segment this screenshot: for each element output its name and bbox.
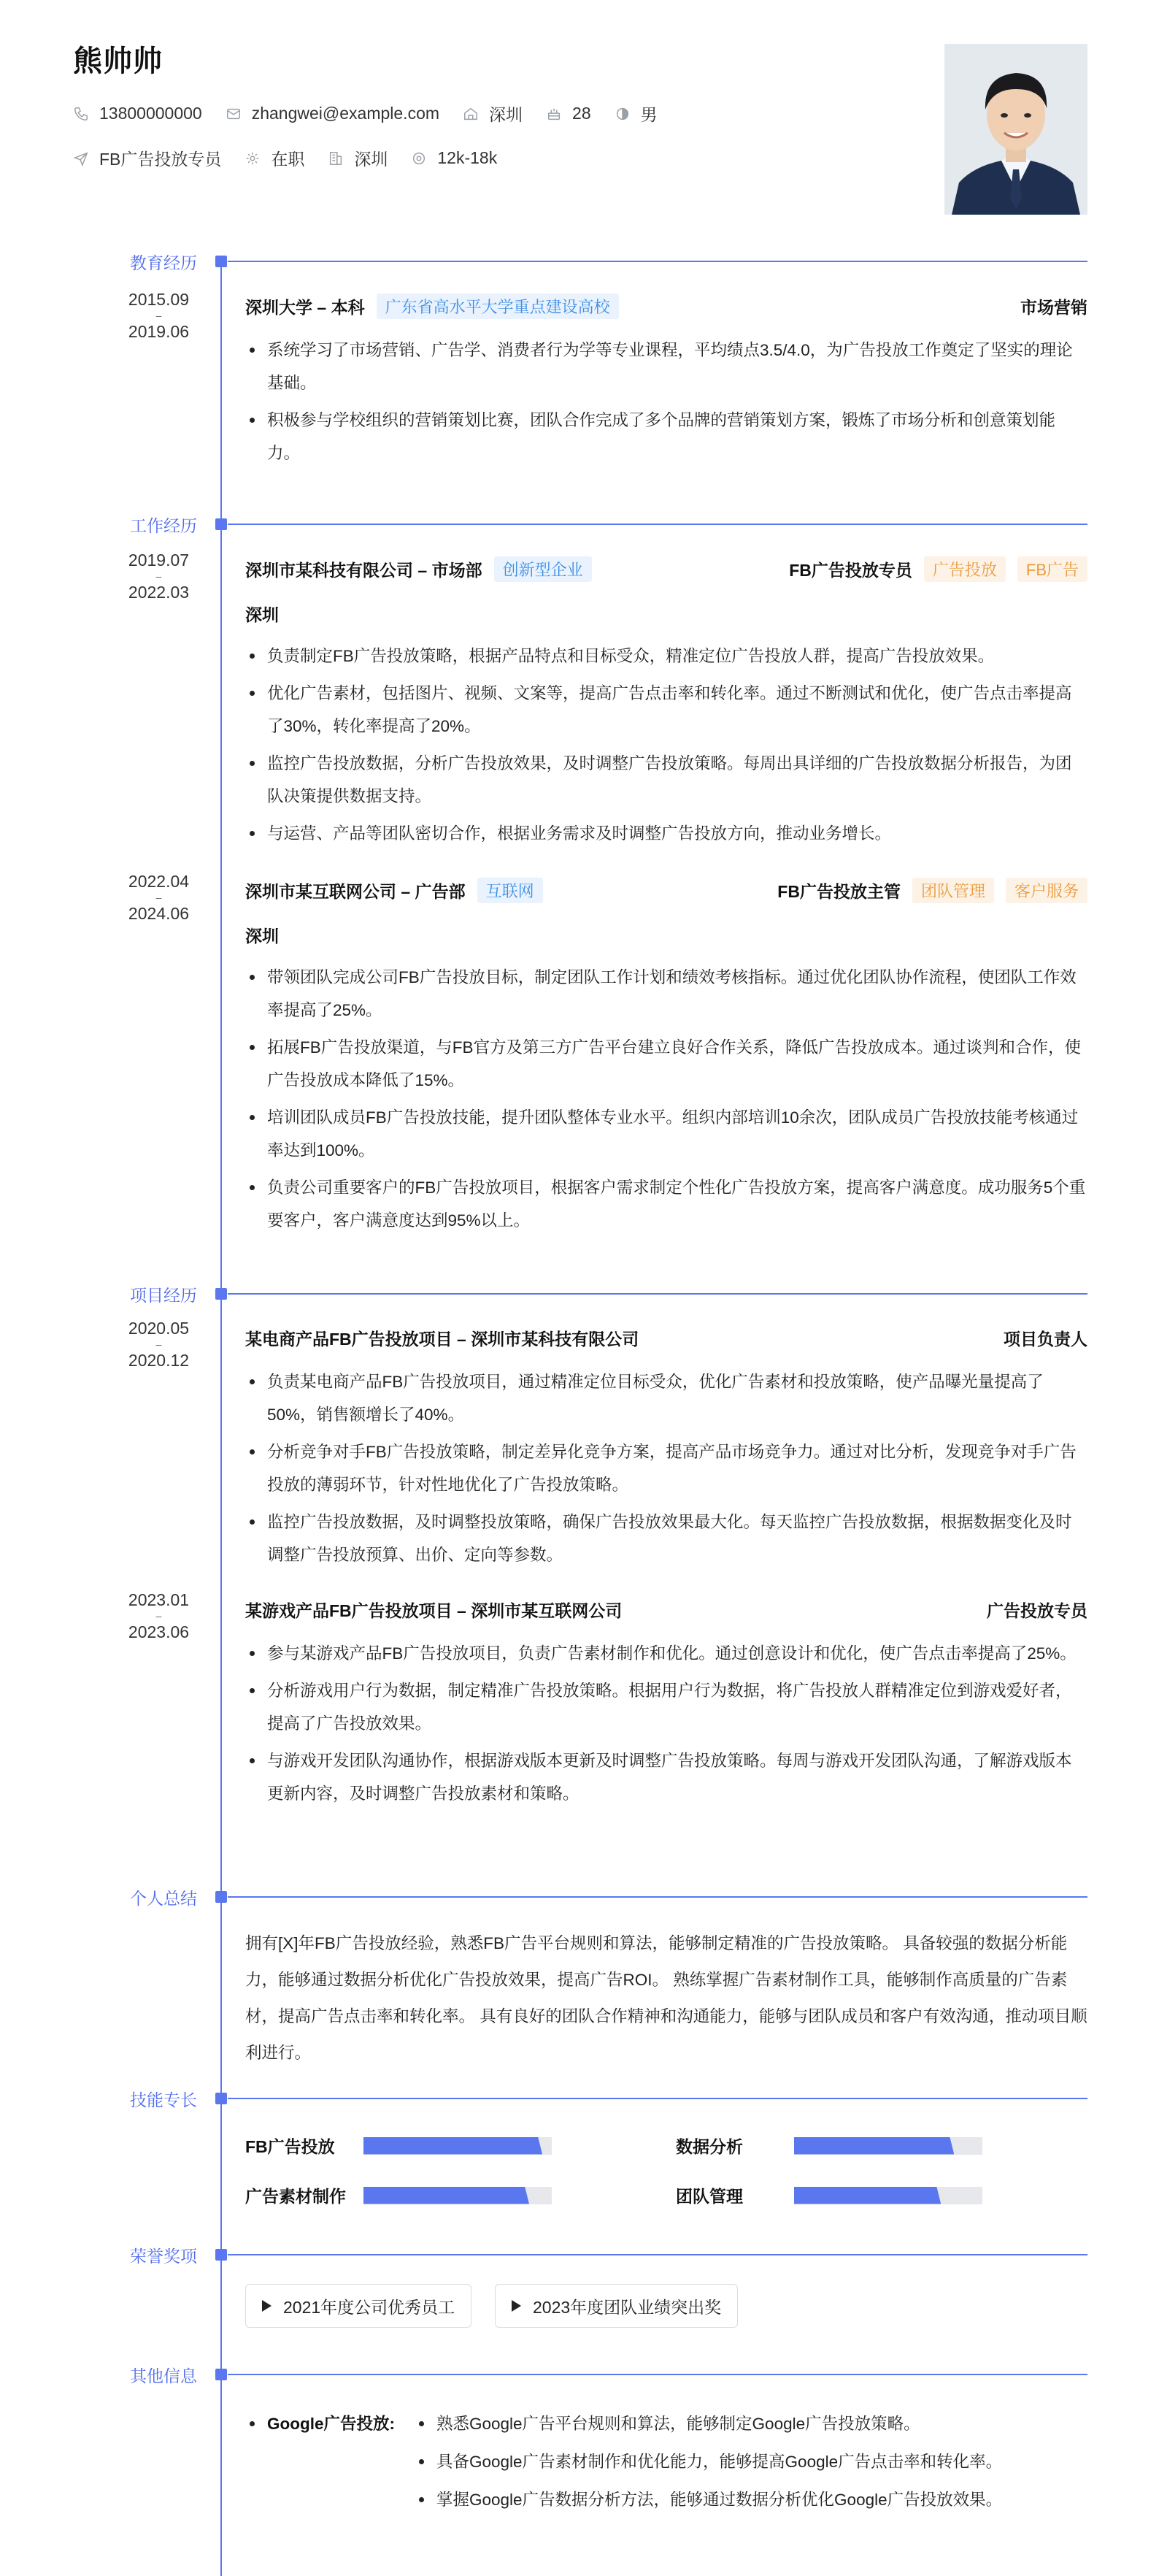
other-items	[415, 2405, 1086, 2519]
section-rule	[228, 2254, 1087, 2255]
skill-bar-fill	[363, 2187, 529, 2204]
list-item: 熟悉Google广告平台规则和算法，能够制定Google广告投放策略。	[415, 2405, 1086, 2443]
project-title: 某电商产品FB广告投放项目 – 深圳市某科技有限公司	[245, 1330, 639, 1349]
project-title: 某游戏产品FB广告投放项目 – 深圳市某互联网公司	[245, 1601, 623, 1620]
skill-tag: 客户服务	[1006, 878, 1087, 903]
project-role: 项目负责人	[1004, 1330, 1087, 1349]
date-end: 2019.06	[128, 321, 190, 341]
honor-chip	[495, 2284, 738, 2328]
contact-row	[73, 101, 1087, 126]
skill-tag: FB广告	[1017, 556, 1087, 582]
send-icon	[73, 150, 89, 166]
list-item: 参与某游戏产品FB广告投放项目，负责广告素材制作和优化。通过创意设计和优化，使广告点击率提高了25%。	[245, 1637, 1087, 1670]
project-date	[117, 1320, 201, 1369]
list-item: 积极参与学校组织的营销策划比赛，团队合作完成了多个品牌的营销策划方案，锻炼了市场分析和创意策划能力。	[245, 404, 1087, 469]
work-location: 深圳	[245, 927, 279, 946]
phone-icon	[73, 106, 89, 122]
section-title-project: 项目经历	[130, 1286, 197, 1305]
age-item	[546, 104, 591, 123]
home-icon	[463, 106, 479, 122]
section-title-skills: 技能专长	[130, 2090, 197, 2109]
project-bullets	[245, 1637, 1087, 1814]
target-job-item	[73, 146, 221, 170]
skill-bar	[794, 2187, 982, 2204]
date-dash: –	[155, 1338, 162, 1350]
honor-label: 2023年度团队业绩突出奖	[533, 2297, 722, 2317]
education-date	[117, 291, 201, 340]
project-role: 广告投放专员	[987, 1601, 1087, 1620]
age-text: 28	[572, 104, 591, 123]
play-icon	[512, 2300, 521, 2312]
date-dash: –	[155, 310, 162, 321]
skill-item	[676, 2134, 982, 2158]
salary-item	[411, 148, 497, 168]
skill-name: 广告素材制作	[245, 2187, 346, 2206]
gender-icon	[615, 106, 631, 122]
date-start: 2020.05	[128, 1319, 190, 1338]
job-intent-row	[73, 146, 1087, 170]
date-start: 2023.01	[128, 1590, 190, 1609]
list-item: 负责制定FB广告投放策略，根据产品特点和目标受众，精准定位广告投放人群，提高广告投放效果。	[245, 640, 1087, 672]
other-key: Google广告投放:	[245, 2405, 395, 2443]
phone-text: 13800000000	[99, 104, 202, 123]
resume-header	[73, 38, 1087, 221]
work-location: 深圳	[245, 605, 279, 624]
major: 市场营销	[1020, 298, 1087, 317]
job-role: FB广告投放主管	[777, 882, 901, 901]
skill-name: 数据分析	[676, 2137, 743, 2156]
work-bullets	[245, 961, 1087, 1241]
school-name: 深圳大学 – 本科	[245, 298, 365, 317]
education-header	[245, 294, 1087, 319]
company-tag: 互联网	[477, 878, 543, 903]
target-city-item	[328, 146, 388, 170]
section-rule	[228, 1896, 1087, 1898]
section-marker	[215, 2369, 227, 2380]
job-role: FB广告投放专员	[789, 561, 912, 580]
section-title-education: 教育经历	[130, 253, 197, 272]
list-item: 监控广告投放数据，分析广告投放效果，及时调整广告投放策略。每周出具详细的广告投放数据分析报告，为团队决策提供数据支持。	[245, 747, 1087, 813]
phone-item	[73, 104, 202, 123]
target-city-text: 深圳	[354, 150, 388, 169]
school-tag: 广东省高水平大学重点建设高校	[377, 294, 619, 319]
section-marker	[215, 256, 227, 267]
section-title-work: 工作经历	[130, 516, 197, 535]
status-text: 在职	[271, 150, 305, 169]
email-text: zhangwei@example.com	[251, 104, 440, 123]
building-icon	[328, 150, 344, 166]
skill-bar	[363, 2137, 552, 2155]
city-item	[463, 101, 523, 126]
section-rule	[228, 524, 1087, 525]
date-end: 2020.12	[128, 1350, 190, 1370]
gender-item	[615, 101, 658, 126]
skill-name: 团队管理	[676, 2187, 743, 2206]
list-item: 具备Google广告素材制作和优化能力，能够提高Google广告点击率和转化率。	[415, 2443, 1086, 2481]
email-item	[226, 104, 439, 123]
skill-bar	[363, 2187, 552, 2204]
date-dash: –	[155, 570, 162, 582]
skill-bar	[794, 2137, 982, 2155]
company-tag: 创新型企业	[494, 556, 592, 582]
list-item: 掌握Google广告数据分析方法，能够通过数据分析优化Google广告投放效果。	[415, 2481, 1086, 2519]
section-marker	[215, 1891, 227, 1903]
list-item: 优化广告素材，包括图片、视频、文案等，提高广告点击率和转化率。通过不断测试和优化，使广告点击率提高了30%，转化率提高了20%。	[245, 677, 1087, 743]
salary-text: 12k-18k	[437, 148, 498, 167]
section-title-honors: 荣誉奖项	[130, 2247, 197, 2266]
gender-text: 男	[640, 105, 658, 124]
date-dash: –	[155, 892, 162, 903]
gear-icon	[244, 150, 261, 166]
date-end: 2022.03	[128, 582, 190, 602]
coin-icon	[411, 150, 427, 166]
project-bullets	[245, 1365, 1087, 1576]
company-name: 深圳市某科技有限公司 – 市场部	[245, 561, 482, 580]
list-item: 与游戏开发团队沟通协作，根据游戏版本更新及时调整广告投放策略。每周与游戏开发团队沟通，了解游戏版本更新内容，及时调整广告投放素材和策略。	[245, 1744, 1087, 1810]
list-item: 带领团队完成公司FB广告投放目标，制定团队工作计划和绩效考核指标。通过优化团队协作流程，使团队工作效率提高了25%。	[245, 961, 1087, 1027]
work-date	[117, 873, 201, 922]
education-bullets	[245, 334, 1087, 474]
work-header	[245, 556, 1087, 582]
list-item: 分析竞争对手FB广告投放策略，制定差异化竞争方案，提高产品市场竞争力。通过对比分析，发现竞争对手广告投放的薄弱环节，针对性地优化了广告投放策略。	[245, 1435, 1087, 1501]
list-item: 系统学习了市场营销、广告学、消费者行为学等专业课程，平均绩点3.5/4.0，为广告投放工作奠定了坚实的理论基础。	[245, 334, 1087, 399]
section-marker	[215, 2249, 227, 2261]
work-date	[117, 552, 201, 601]
section-title-other: 其他信息	[130, 2366, 197, 2385]
target-job-text: FB广告投放专员	[99, 150, 222, 169]
skill-tag: 团队管理	[912, 878, 994, 903]
section-rule	[228, 261, 1087, 262]
project-date	[117, 1592, 201, 1641]
avatar-illustration	[944, 44, 1087, 215]
section-title-summary: 个人总结	[130, 1889, 197, 1908]
play-icon	[262, 2300, 272, 2312]
work-bullets	[245, 640, 1087, 854]
section-rule	[228, 2098, 1087, 2099]
candidate-name: 熊帅帅	[73, 45, 163, 77]
city-text: 深圳	[489, 105, 523, 124]
date-end: 2024.06	[128, 903, 190, 923]
timeline-line	[220, 260, 222, 2576]
skill-bar-fill	[363, 2137, 542, 2155]
date-end: 2023.06	[128, 1622, 190, 1641]
project-header	[245, 1598, 1087, 1622]
section-rule	[228, 2374, 1087, 2375]
list-item: 负责公司重要客户的FB广告投放项目，根据客户需求制定个性化广告投放方案，提高客户满意度。成功服务5个重要客户，客户满意度达到95%以上。	[245, 1171, 1087, 1237]
date-start: 2022.04	[128, 872, 190, 891]
honor-label: 2021年度公司优秀员工	[283, 2297, 455, 2317]
section-marker	[215, 1288, 227, 1300]
date-dash: –	[155, 1610, 162, 1622]
skill-bar-fill	[794, 2137, 954, 2155]
list-item: 监控广告投放数据，及时调整投放策略，确保广告投放效果最大化。每天监控广告投放数据，根据数据变化及时调整广告投放预算、出价、定向等参数。	[245, 1506, 1087, 1571]
list-item: 拓展FB广告投放渠道，与FB官方及第三方广告平台建立良好合作关系，降低广告投放成本。通过谈判和合作，使广告投放成本降低了15%。	[245, 1031, 1087, 1097]
list-item: 与运营、产品等团队密切合作，根据业务需求及时调整广告投放方向，推动业务增长。	[245, 817, 1087, 850]
profile-photo	[944, 44, 1087, 215]
work-header	[245, 878, 1087, 903]
skill-bar-fill	[794, 2187, 941, 2204]
section-marker	[215, 2093, 227, 2104]
mail-icon	[226, 106, 242, 122]
date-start: 2019.07	[128, 551, 190, 570]
section-marker	[215, 518, 227, 530]
cake-icon	[546, 106, 562, 122]
list-item: 分析游戏用户行为数据，制定精准广告投放策略。根据用户行为数据，将广告投放人群精准定位到游戏爱好者，提高了广告投放效果。	[245, 1674, 1087, 1740]
summary-text: 拥有[X]年FB广告投放经验，熟悉FB广告平台规则和算法，能够制定精准的广告投放策略。 具备较强的数据分析能力，能够通过数据分析优化广告投放效果，提高广告ROI。 熟练掌握广告素材制作工具，能够制作高质量的广告素材，提高广告点击率和转化率。 具有良好的团队合作精神和沟通能力，能够与团队成员和客户有效沟通，推动项目顺利进行。	[245, 1934, 1087, 2062]
section-rule	[228, 1293, 1087, 1295]
skill-tag: 广告投放	[924, 556, 1006, 582]
status-item	[244, 146, 304, 170]
skill-item	[245, 2134, 552, 2158]
list-item: 负责某电商产品FB广告投放项目，通过精准定位目标受众，优化广告素材和投放策略，使产品曝光量提高了50%，销售额增长了40%。	[245, 1365, 1087, 1431]
honor-chip	[245, 2284, 471, 2328]
list-item: 培训团队成员FB广告投放技能，提升团队整体专业水平。组织内部培训10余次，团队成员广告投放技能考核通过率达到100%。	[245, 1101, 1087, 1167]
skill-item	[245, 2183, 552, 2207]
project-header	[245, 1326, 1087, 1350]
skill-item	[676, 2183, 982, 2207]
date-start: 2015.09	[128, 290, 190, 309]
company-name: 深圳市某互联网公司 – 广告部	[245, 882, 466, 901]
skill-name: FB广告投放	[245, 2137, 335, 2156]
